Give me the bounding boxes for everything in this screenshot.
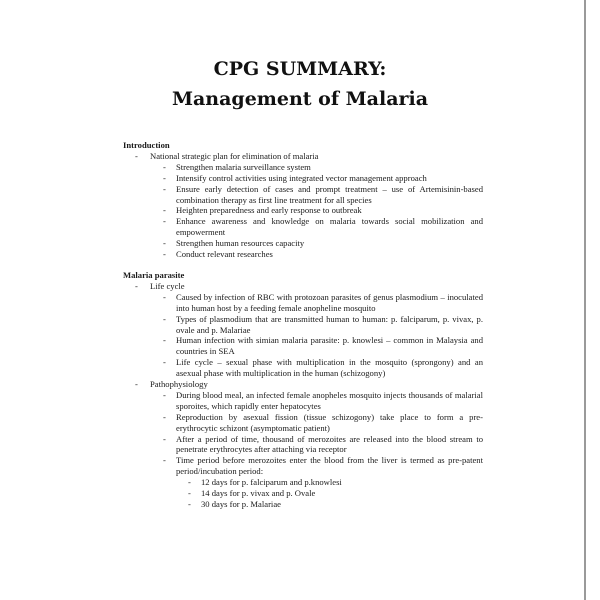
list-item: - Heighten preparedness and early response to outbreak: [150, 205, 483, 216]
introduction-heading: Introduction: [123, 140, 170, 150]
pathophysiology-label: - Pathophysiology: [150, 379, 208, 390]
document-body: [123, 140, 483, 510]
list-item: - Conduct relevant researches: [150, 249, 483, 260]
incubation-intro: Time period before merozoites enter the blood from the liver is termed as pre-patent period/incubation period:: [176, 455, 483, 477]
list-item: - Types of plasmodium that are transmitted human to human: p. falciparum, p. vivax, p. ovale and p. Malariae: [150, 314, 483, 336]
life-cycle-label: - Life cycle: [150, 280, 185, 291]
list-item: - Ensure early detection of cases and prompt treatment – use of Artemisinin-based combination therapy as first line treatment for all species: [150, 184, 483, 206]
list-item: - Life cycle – sexual phase with multiplication in the mosquito (sprongony) and an asexual phase with multiplication in the human (schizogony): [150, 357, 483, 379]
list-item: - Human infection with simian malaria parasite: p. knowlesi – common in Malaysia and countries in SEA: [150, 335, 483, 357]
list-item: - Strengthen human resources capacity: [150, 238, 483, 249]
list-item: - After a period of time, thousand of merozoites are released into the blood stream to penetrate erythrocytes after attaching via receptor: [150, 434, 483, 456]
national-plan-sublist: [150, 162, 483, 260]
national-plan-label: - National strategic plan for elimination of malaria: [150, 150, 319, 161]
list-item: - Intensify control activities using integrated vector management approach: [150, 173, 483, 184]
introduction-list: [123, 151, 483, 260]
list-item: - 30 days for p. Malariae: [176, 499, 483, 510]
malaria-parasite-list: [123, 281, 483, 510]
malaria-parasite-heading: Malaria parasite: [123, 269, 185, 280]
list-item: - Enhance awareness and knowledge on malaria towards social mobilization and empowerment: [150, 216, 483, 238]
title-line-1: CPG SUMMARY:: [213, 58, 387, 80]
list-item: - 12 days for p. falciparum and p.knowlesi: [176, 477, 483, 488]
list-item: [123, 379, 483, 510]
list-item: [123, 151, 483, 260]
incubation-sublist: [176, 477, 483, 510]
list-item: [123, 281, 483, 379]
list-item: - Reproduction by asexual fission (tissue schizogony) take place to form a pre-erythrocytic schizont (asymptomatic patient): [150, 412, 483, 434]
list-item: - Caused by infection of RBC with protozoan parasites of genus plasmodium – inoculated into human host by a feeding female anopheline mosquito: [150, 292, 483, 314]
title-line-2: Management of Malaria: [171, 88, 429, 110]
list-item: - 14 days for p. vivax and p. Ovale: [176, 488, 483, 499]
list-item: - Strengthen malaria surveillance system: [150, 162, 483, 173]
list-item: - During blood meal, an infected female anopheles mosquito injects thousands of malarial sporoites, which rapidly enter hepatocytes: [150, 390, 483, 412]
pathophysiology-sublist: [150, 390, 483, 510]
list-item: [150, 455, 483, 510]
life-cycle-sublist: [150, 292, 483, 379]
